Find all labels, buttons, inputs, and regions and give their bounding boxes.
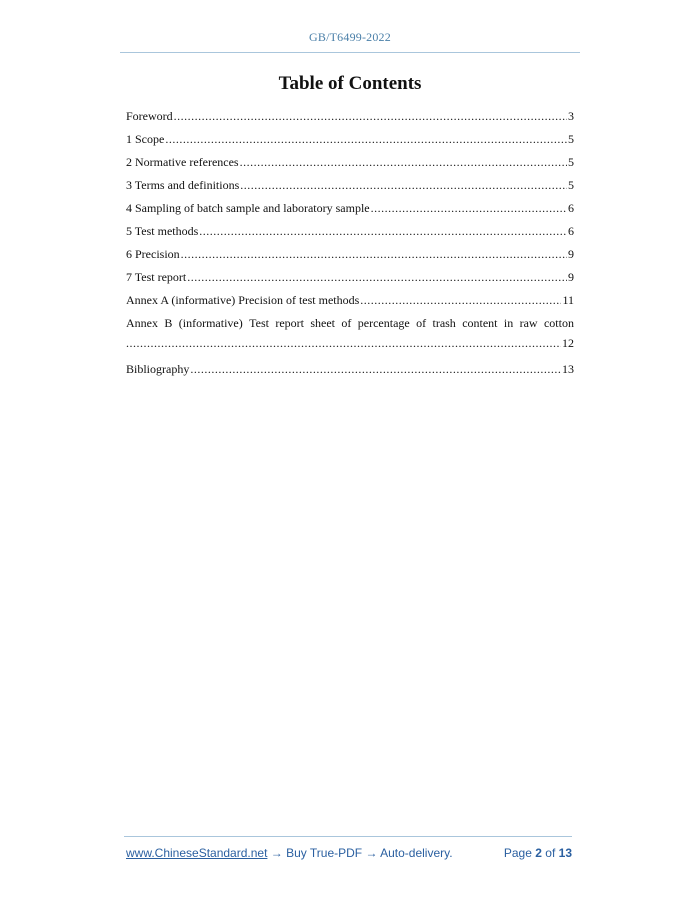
toc-entry-test-report[interactable] [126, 269, 574, 292]
toc-label-word: in [503, 316, 514, 330]
footer-promo [126, 846, 453, 860]
header-divider [120, 52, 580, 53]
toc-entry-label: 1 Scope [126, 132, 165, 146]
toc-leader-dots [174, 108, 567, 124]
site-link[interactable]: www.ChineseStandard.net [126, 846, 268, 860]
toc-label-word: raw [519, 316, 538, 330]
toc-entry-page: 5 [568, 132, 574, 146]
toc-entry-page: 11 [562, 293, 574, 307]
page-indicator [504, 846, 572, 860]
toc-entry-page: 12 [562, 336, 574, 350]
toc-entry-test-methods[interactable] [126, 223, 574, 246]
toc-entry-page: 3 [568, 109, 574, 123]
toc-entry-terms-and-definitions[interactable] [126, 177, 574, 200]
toc-leader-dots [181, 246, 567, 262]
footer-tagline: → Buy True-PDF → Auto-delivery. [267, 846, 453, 860]
toc-leader-dots [190, 361, 561, 377]
toc-leader-dots [199, 223, 567, 239]
table-of-contents [126, 108, 574, 384]
toc-label-word: (informative) [178, 316, 243, 330]
toc-entry-label: Annex A (informative) Precision of test methods [126, 293, 360, 307]
toc-entry-page: 6 [568, 201, 574, 215]
toc-leader-dots [240, 177, 567, 193]
toc-entry-annex-a[interactable] [126, 292, 574, 315]
toc-entry-page: 6 [568, 224, 574, 238]
toc-entry-label: Bibliography [126, 362, 190, 376]
page-total: 13 [558, 846, 572, 860]
toc-entry-sampling[interactable] [126, 200, 574, 223]
toc-entry-precision[interactable] [126, 246, 574, 269]
toc-leader-dots [165, 131, 567, 147]
toc-title: Table of Contents [278, 73, 422, 94]
page-of: of [545, 846, 556, 860]
toc-entry-foreword[interactable] [126, 108, 574, 131]
toc-leader-dots [360, 292, 561, 308]
toc-entry-label-justified [126, 315, 574, 335]
toc-label-word: of [341, 316, 352, 330]
page-footer [126, 846, 572, 860]
toc-leader-dots [371, 200, 567, 216]
toc-label-word: trash [432, 316, 456, 330]
toc-leader-dots [126, 335, 561, 351]
toc-leader-dots [240, 154, 567, 170]
toc-entry-page: 5 [568, 155, 574, 169]
toc-label-word: report [275, 316, 304, 330]
toc-label-word: Test [249, 316, 269, 330]
toc-label-word: sheet [310, 316, 336, 330]
toc-entry-scope[interactable] [126, 131, 574, 154]
toc-entry-label: 6 Precision [126, 247, 180, 261]
toc-entry-label: 5 Test methods [126, 224, 199, 238]
toc-entry-page: 13 [562, 362, 574, 376]
toc-label-word: B [164, 316, 173, 330]
toc-entry-leader-line [126, 335, 574, 358]
toc-label-word: Annex [126, 316, 158, 330]
toc-entry-normative-references[interactable] [126, 154, 574, 177]
toc-entry-label: 3 Terms and definitions [126, 178, 240, 192]
page-word: Page [503, 846, 532, 860]
toc-label-word: content [462, 316, 498, 330]
toc-entry-label: Foreword [126, 109, 173, 123]
toc-entry-page: 9 [568, 270, 574, 284]
toc-label-word: cotton [543, 316, 574, 330]
toc-leader-dots [187, 269, 567, 285]
toc-entry-label: 2 Normative references [126, 155, 239, 169]
toc-entry-page: 9 [568, 247, 574, 261]
toc-entry-label: 4 Sampling of batch sample and laboratory sample [126, 201, 370, 215]
standard-code-header: GB/T6499-2022 [309, 30, 391, 44]
footer-divider [124, 836, 572, 837]
page-current: 2 [535, 846, 542, 860]
toc-label-word: percentage [357, 316, 410, 330]
toc-entry-label: 7 Test report [126, 270, 187, 284]
toc-label-word: of [416, 316, 427, 330]
toc-entry-annex-b[interactable] [126, 315, 574, 361]
toc-entry-page: 5 [568, 178, 574, 192]
toc-entry-bibliography[interactable] [126, 361, 574, 384]
